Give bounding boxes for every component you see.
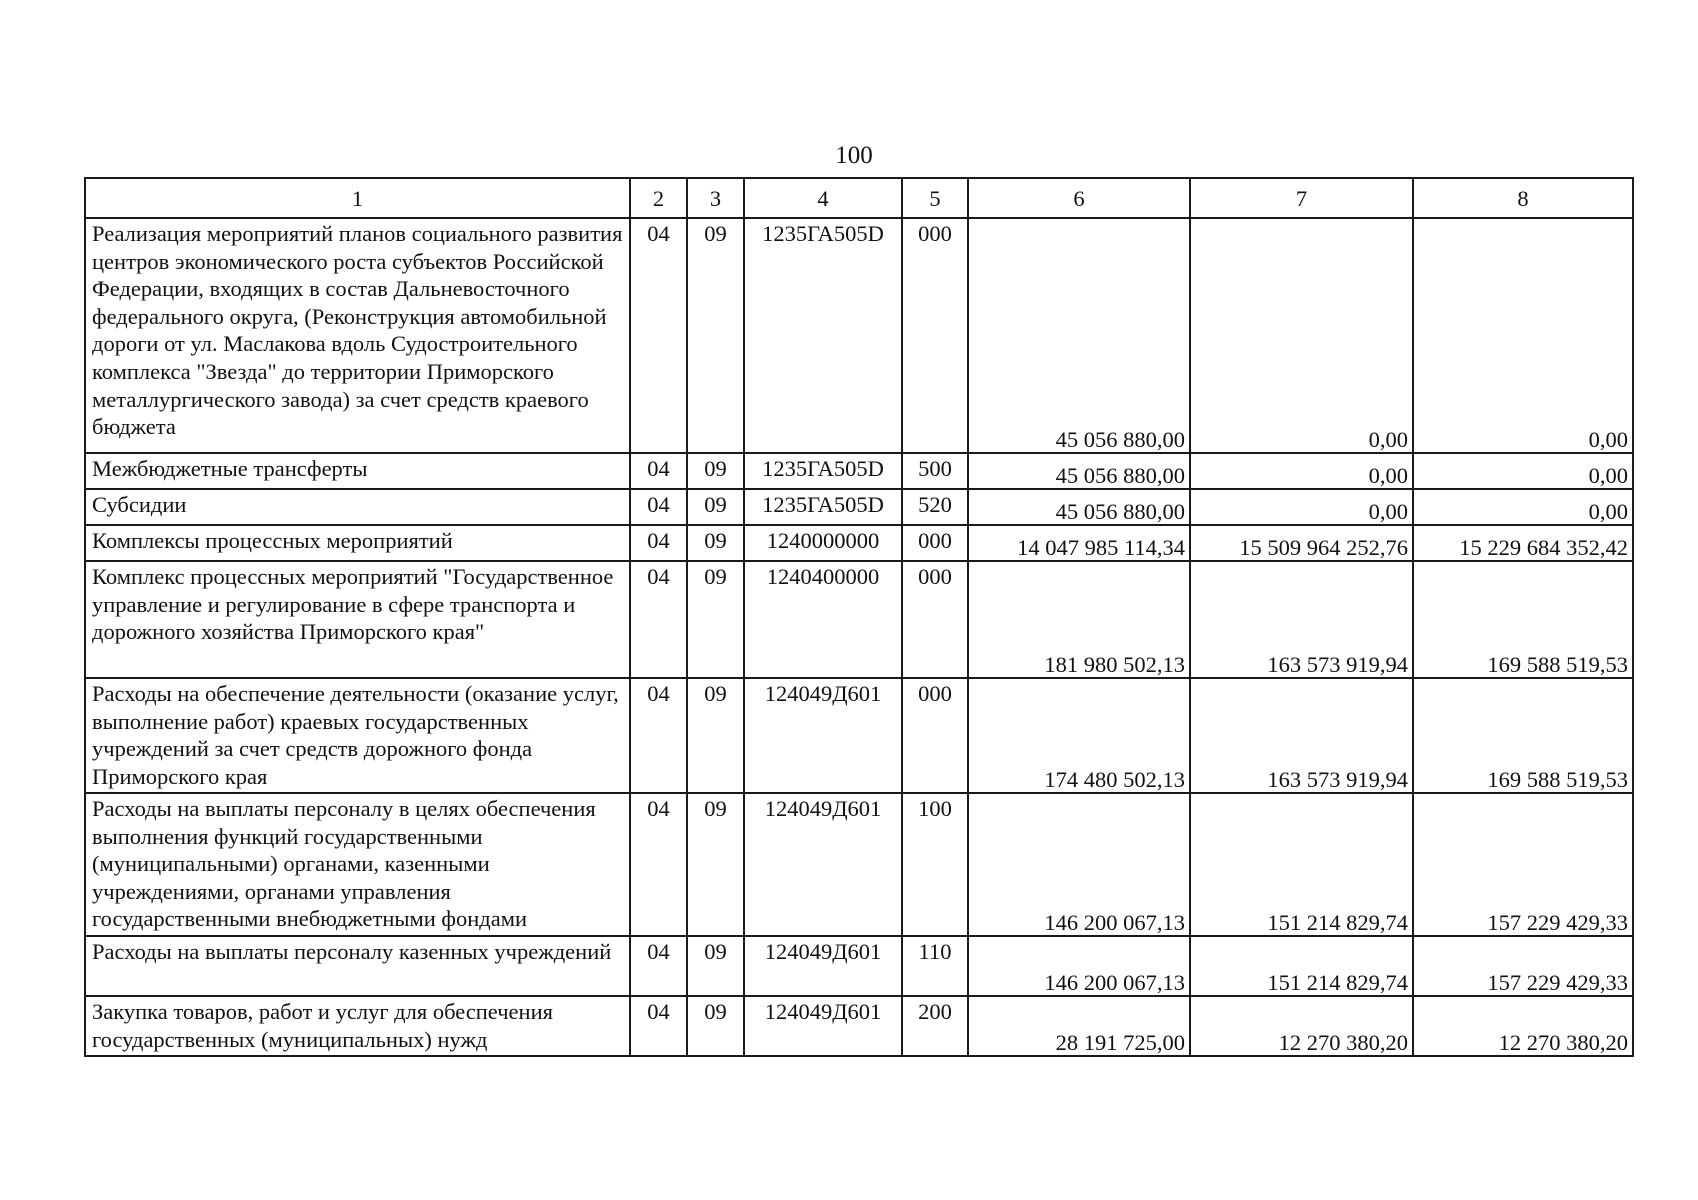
amount-year-2 bbox=[1190, 936, 1413, 996]
amount-year-3 bbox=[1413, 489, 1633, 525]
amount-value: 169 588 519,53 bbox=[1487, 767, 1628, 793]
amount-value: 0,00 bbox=[1368, 499, 1408, 525]
table-header-row bbox=[85, 178, 1633, 218]
row-name: Комплексы процессных мероприятий bbox=[85, 525, 630, 561]
row-name: Расходы на выплаты персоналу в целях обеспечения выполнения функций государственными (муниципальными) органами, казенными учреждениями, органами управления государственными внебюджетными фондами bbox=[85, 793, 630, 936]
column-header-3: 3 bbox=[687, 178, 744, 218]
table-row bbox=[85, 489, 1633, 525]
amount-year-3 bbox=[1413, 453, 1633, 489]
target-article-code: 124049Д601 bbox=[744, 678, 902, 793]
column-header-6: 6 bbox=[968, 178, 1190, 218]
expense-type-code: 000 bbox=[902, 525, 968, 561]
amount-year-3 bbox=[1413, 561, 1633, 678]
section-code: 04 bbox=[630, 936, 687, 996]
expense-type-code: 520 bbox=[902, 489, 968, 525]
amount-value: 157 229 429,33 bbox=[1487, 910, 1628, 936]
amount-year-2 bbox=[1190, 489, 1413, 525]
amount-value: 0,00 bbox=[1588, 463, 1628, 489]
amount-year-1 bbox=[968, 561, 1190, 678]
amount-year-3 bbox=[1413, 996, 1633, 1056]
amount-year-2 bbox=[1190, 561, 1413, 678]
expense-type-code: 110 bbox=[902, 936, 968, 996]
amount-year-1 bbox=[968, 525, 1190, 561]
subsection-code: 09 bbox=[687, 996, 744, 1056]
expense-type-code: 000 bbox=[902, 561, 968, 678]
target-article-code: 1240400000 bbox=[744, 561, 902, 678]
expense-type-code: 000 bbox=[902, 678, 968, 793]
expense-type-code: 000 bbox=[902, 218, 968, 453]
column-header-2: 2 bbox=[630, 178, 687, 218]
amount-value: 0,00 bbox=[1368, 427, 1408, 453]
amount-value: 146 200 067,13 bbox=[1044, 910, 1185, 936]
amount-value: 45 056 880,00 bbox=[1055, 463, 1185, 489]
subsection-code: 09 bbox=[687, 218, 744, 453]
amount-value: 157 229 429,33 bbox=[1487, 970, 1628, 996]
amount-year-3 bbox=[1413, 218, 1633, 453]
amount-value: 151 214 829,74 bbox=[1267, 970, 1408, 996]
amount-year-3 bbox=[1413, 936, 1633, 996]
column-header-7: 7 bbox=[1190, 178, 1413, 218]
subsection-code: 09 bbox=[687, 678, 744, 793]
amount-year-1 bbox=[968, 453, 1190, 489]
amount-year-3 bbox=[1413, 525, 1633, 561]
amount-year-1 bbox=[968, 678, 1190, 793]
amount-value: 174 480 502,13 bbox=[1044, 767, 1185, 793]
column-header-8: 8 bbox=[1413, 178, 1633, 218]
row-name: Реализация мероприятий планов социального развития центров экономического роста субъектов Российской Федерации, входящих в состав Дальневосточного федерального округа, (Реконструкция автомобильной дороги от ул. Маслакова вдоль Судостроительного комплекса "Звезда" до территории Приморского металлургического завода) за счет средств краевого бюджета bbox=[85, 218, 630, 453]
amount-year-1 bbox=[968, 489, 1190, 525]
target-article-code: 1235ГА505D bbox=[744, 218, 902, 453]
row-name: Расходы на обеспечение деятельности (оказание услуг, выполнение работ) краевых государственных учреждений за счет средств дорожного фонда Приморского края bbox=[85, 678, 630, 793]
table-row bbox=[85, 218, 1633, 453]
amount-year-3 bbox=[1413, 793, 1633, 936]
amount-value: 169 588 519,53 bbox=[1487, 652, 1628, 678]
table-row bbox=[85, 453, 1633, 489]
target-article-code: 124049Д601 bbox=[744, 996, 902, 1056]
table-row bbox=[85, 525, 1633, 561]
column-header-1: 1 bbox=[85, 178, 630, 218]
table-row bbox=[85, 936, 1633, 996]
amount-year-1 bbox=[968, 218, 1190, 453]
amount-value: 151 214 829,74 bbox=[1267, 910, 1408, 936]
column-header-4: 4 bbox=[744, 178, 902, 218]
amount-value: 45 056 880,00 bbox=[1055, 427, 1185, 453]
table-row bbox=[85, 793, 1633, 936]
expense-type-code: 100 bbox=[902, 793, 968, 936]
amount-value: 0,00 bbox=[1588, 427, 1628, 453]
target-article-code: 1235ГА505D bbox=[744, 453, 902, 489]
section-code: 04 bbox=[630, 561, 687, 678]
row-name: Субсидии bbox=[85, 489, 630, 525]
section-code: 04 bbox=[630, 525, 687, 561]
amount-value: 146 200 067,13 bbox=[1044, 970, 1185, 996]
subsection-code: 09 bbox=[687, 453, 744, 489]
amount-year-2 bbox=[1190, 678, 1413, 793]
target-article-code: 1235ГА505D bbox=[744, 489, 902, 525]
amount-value: 163 573 919,94 bbox=[1267, 767, 1408, 793]
amount-year-1 bbox=[968, 936, 1190, 996]
table-row bbox=[85, 561, 1633, 678]
subsection-code: 09 bbox=[687, 489, 744, 525]
amount-value: 0,00 bbox=[1368, 463, 1408, 489]
amount-value: 163 573 919,94 bbox=[1267, 652, 1408, 678]
row-name: Закупка товаров, работ и услуг для обеспечения государственных (муниципальных) нужд bbox=[85, 996, 630, 1056]
table-row bbox=[85, 996, 1633, 1056]
row-name: Межбюджетные трансферты bbox=[85, 453, 630, 489]
amount-year-3 bbox=[1413, 678, 1633, 793]
section-code: 04 bbox=[630, 996, 687, 1056]
page-number: 100 bbox=[835, 142, 873, 169]
section-code: 04 bbox=[630, 793, 687, 936]
column-header-5: 5 bbox=[902, 178, 968, 218]
amount-value: 15 229 684 352,42 bbox=[1459, 535, 1628, 561]
amount-value: 181 980 502,13 bbox=[1044, 652, 1185, 678]
row-name: Комплекс процессных мероприятий "Государственное управление и регулирование в сфере транспорта и дорожного хозяйства Приморского края" bbox=[85, 561, 630, 678]
section-code: 04 bbox=[630, 678, 687, 793]
section-code: 04 bbox=[630, 489, 687, 525]
amount-value: 14 047 985 114,34 bbox=[1017, 535, 1185, 561]
subsection-code: 09 bbox=[687, 793, 744, 936]
amount-year-1 bbox=[968, 793, 1190, 936]
amount-value: 15 509 964 252,76 bbox=[1239, 535, 1408, 561]
amount-year-2 bbox=[1190, 525, 1413, 561]
target-article-code: 124049Д601 bbox=[744, 936, 902, 996]
subsection-code: 09 bbox=[687, 936, 744, 996]
row-name: Расходы на выплаты персоналу казенных учреждений bbox=[85, 936, 630, 996]
amount-year-1 bbox=[968, 996, 1190, 1056]
amount-value: 12 270 380,20 bbox=[1278, 1030, 1408, 1056]
target-article-code: 124049Д601 bbox=[744, 793, 902, 936]
target-article-code: 1240000000 bbox=[744, 525, 902, 561]
subsection-code: 09 bbox=[687, 525, 744, 561]
table-row bbox=[85, 678, 1633, 793]
amount-year-2 bbox=[1190, 996, 1413, 1056]
amount-value: 28 191 725,00 bbox=[1055, 1030, 1185, 1056]
budget-table bbox=[84, 177, 1634, 1057]
amount-year-2 bbox=[1190, 453, 1413, 489]
amount-year-2 bbox=[1190, 218, 1413, 453]
expense-type-code: 200 bbox=[902, 996, 968, 1056]
section-code: 04 bbox=[630, 218, 687, 453]
amount-value: 0,00 bbox=[1588, 499, 1628, 525]
section-code: 04 bbox=[630, 453, 687, 489]
amount-value: 12 270 380,20 bbox=[1498, 1030, 1628, 1056]
amount-year-2 bbox=[1190, 793, 1413, 936]
subsection-code: 09 bbox=[687, 561, 744, 678]
expense-type-code: 500 bbox=[902, 453, 968, 489]
amount-value: 45 056 880,00 bbox=[1055, 499, 1185, 525]
